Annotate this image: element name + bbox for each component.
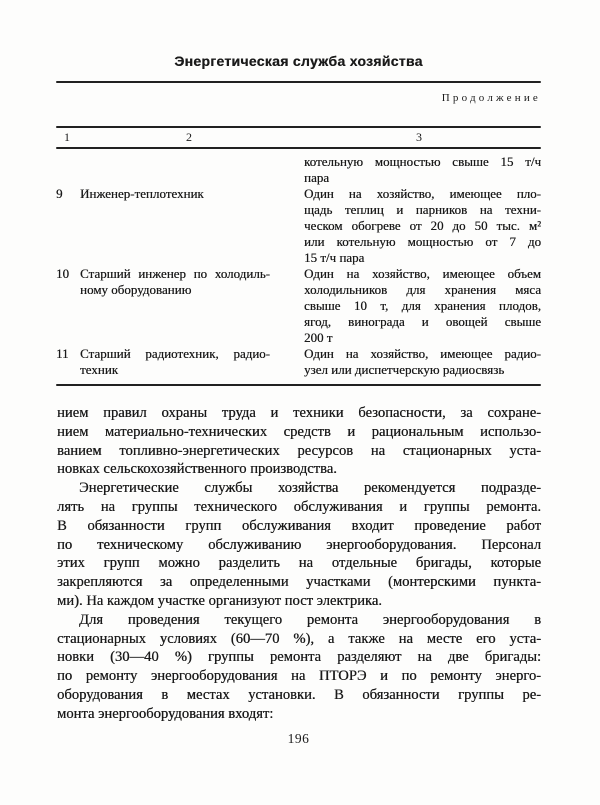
table-header-rule-top: [56, 126, 541, 128]
text-line: этих групп можно разделить на отдельные бригады, которые: [57, 555, 541, 572]
body-text: [57, 404, 541, 724]
paragraph-3: [57, 611, 541, 724]
text-line: узел или диспетчерскую радиосвязь: [304, 362, 505, 377]
text-line: закрепляются за определенными участками (монтерскими пункта-: [57, 574, 541, 591]
row-number: 9: [56, 186, 63, 201]
table-bottom-rule: [56, 384, 541, 386]
column-header-2: 2: [186, 130, 192, 144]
text-line: Старший радиотехник, радио-: [80, 346, 270, 361]
text-line: Для проведения текущего ремонта энергооборудования в: [79, 611, 541, 628]
norm-cell: [304, 266, 541, 346]
text-line: холодильников для хранения мяса: [304, 282, 541, 297]
row-number: 10: [56, 266, 69, 281]
norm-cell: [304, 186, 541, 266]
text-line: по техническому обслуживанию энергооборудования. Персонал: [57, 536, 541, 553]
page-title: Энергетическая служба хозяйства: [174, 53, 423, 69]
text-line: Один на хозяйство, имеющее объем: [304, 266, 541, 281]
table-row-11: [56, 346, 541, 378]
text-line: оборудования в местах установки. В обязанности группы ре-: [57, 686, 541, 703]
norm-cell: [304, 154, 541, 186]
text-line: по ремонту энергооборудования на ПТОРЭ и по ремонту энерго-: [57, 668, 541, 685]
column-header-3: 3: [416, 130, 422, 144]
text-line: или котельную мощностью от 7 до: [304, 234, 541, 249]
text-line: стационарных условиях (60—70 %), а также на месте его уста-: [57, 630, 541, 647]
text-line: Старший инженер по холодиль-: [80, 266, 270, 281]
text-line: ческом обогреве от 20 до 50 тыс. м²: [304, 218, 541, 233]
text-line: щадь теплиц и парников на техни-: [304, 202, 541, 217]
column-header-1: 1: [64, 130, 70, 144]
table-row-continuation: [56, 154, 541, 186]
text-line: новках сельскохозяйственного производства.: [57, 461, 337, 478]
text-line: техник: [80, 362, 119, 377]
text-line: нием правил охраны труда и техники безопасности, за сохране-: [57, 405, 541, 421]
text-line: 200 т: [304, 330, 333, 345]
text-line: новки (30—40 %) группы ремонта разделяют на две бригады:: [57, 649, 541, 666]
text-line: В обязанности групп обслуживания входит проведение работ: [57, 517, 541, 534]
table-row-10: [56, 266, 541, 346]
text-line: свыше 10 т, для хранения плодов,: [304, 298, 541, 313]
text-line: ному оборудованию: [80, 282, 192, 297]
table-row-9: [56, 186, 541, 266]
table-top-rule: [56, 81, 541, 83]
paragraph-1: [57, 404, 541, 479]
text-line: монта энергооборудования входят:: [57, 705, 274, 722]
text-line: Один на хозяйство, имеющее радио-: [304, 346, 541, 361]
text-line: Энергетические службы хозяйства рекомендуется подразде-: [79, 480, 541, 497]
text-line: лять на группы технического обслуживания и группы ремонта.: [57, 498, 541, 515]
text-line: Инженер-теплотехник: [80, 186, 204, 201]
text-line: нием материально-технических средств и рациональным использо-: [57, 423, 541, 440]
text-line: ванием топливно-энергетических ресурсов на стационарных уста-: [57, 442, 541, 459]
paragraph-2: [57, 479, 541, 611]
norm-cell: [304, 346, 541, 378]
page-number: 196: [287, 731, 310, 746]
text-line: Один на хозяйство, имеющее пло-: [304, 186, 541, 201]
position-cell: [80, 266, 270, 298]
position-cell: [80, 346, 270, 378]
text-line: ягод, винограда и овощей свыше: [304, 314, 541, 329]
text-line: пара: [304, 170, 329, 185]
continuation-label: Продолжение: [441, 92, 541, 104]
staff-norms-table: [56, 154, 541, 378]
table-column-headers: [56, 130, 541, 146]
row-number: 11: [56, 346, 69, 361]
position-cell: [80, 186, 270, 202]
text-line: 15 т/ч пара: [304, 250, 365, 265]
table-header-rule-bottom: [56, 147, 541, 149]
text-line: ми). На каждом участке организуют пост электрика.: [57, 592, 382, 609]
text-line: котельную мощностью свыше 15 т/ч: [304, 154, 541, 169]
